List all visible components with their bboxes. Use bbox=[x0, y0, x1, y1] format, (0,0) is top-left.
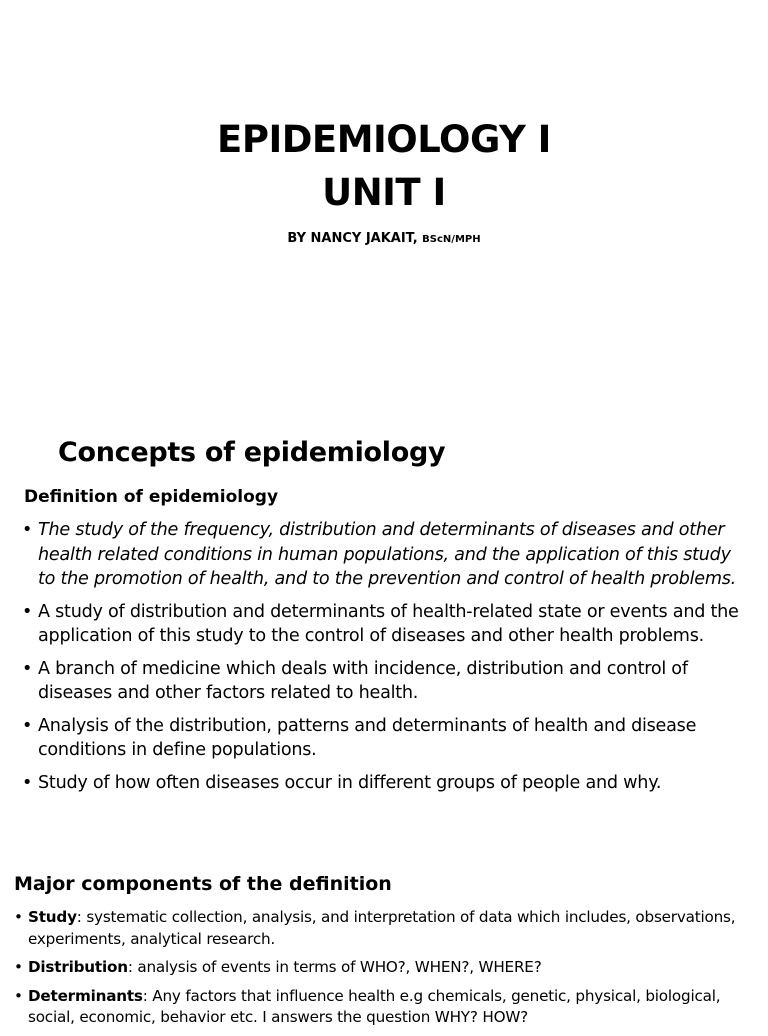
component-item bbox=[12, 957, 752, 979]
author-credentials: BScN/MPH bbox=[422, 234, 481, 245]
slide-title bbox=[0, 113, 768, 219]
component-text: : analysis of events in terms of WHO?, WHEN?, WHERE? bbox=[127, 958, 542, 976]
definition-item: • Analysis of the distribution, patterns and determinants of health and disease conditions in define populations. bbox=[20, 714, 748, 763]
components-list bbox=[12, 907, 752, 1036]
definition-heading: Definition of epidemiology bbox=[24, 487, 279, 507]
definition-list bbox=[20, 518, 748, 803]
definition-item: • Study of how often diseases occur in different groups of people and why. bbox=[20, 771, 748, 796]
title-line-2: UNIT I bbox=[322, 171, 446, 214]
component-term: Study bbox=[28, 908, 77, 926]
author-name: BY NANCY JAKAIT, bbox=[287, 231, 418, 246]
definition-item: • A branch of medicine which deals with incidence, distribution and control of diseases and other factors related to health. bbox=[20, 657, 748, 706]
concepts-slide bbox=[0, 400, 768, 1024]
component-term: Determinants bbox=[28, 986, 143, 1005]
concepts-heading: Concepts of epidemiology bbox=[58, 437, 446, 468]
component-item bbox=[12, 907, 752, 950]
title-line-1: EPIDEMIOLOGY I bbox=[217, 118, 551, 161]
components-heading: Major components of the definition bbox=[14, 873, 392, 895]
title-slide bbox=[0, 0, 768, 400]
author-byline bbox=[0, 231, 768, 246]
component-item bbox=[12, 986, 752, 1029]
definition-item: • The study of the frequency, distribution and determinants of diseases and other health related conditions in human populations, and the application of this study to the promotion of health, and to the prevention and control of health problems. bbox=[20, 518, 748, 592]
component-text: : Any factors that influence health e.g chemicals, genetic, physical, biological, social, economic, behavior etc. I answers the question WHY? HOW? bbox=[28, 986, 721, 1026]
definition-item: • A study of distribution and determinants of health-related state or events and the application of this study to the control of diseases and other health problems. bbox=[20, 600, 748, 649]
component-term: Distribution bbox=[28, 958, 128, 976]
component-text: : systematic collection, analysis, and interpretation of data which includes, observations, experiments, analytical research. bbox=[28, 908, 736, 948]
